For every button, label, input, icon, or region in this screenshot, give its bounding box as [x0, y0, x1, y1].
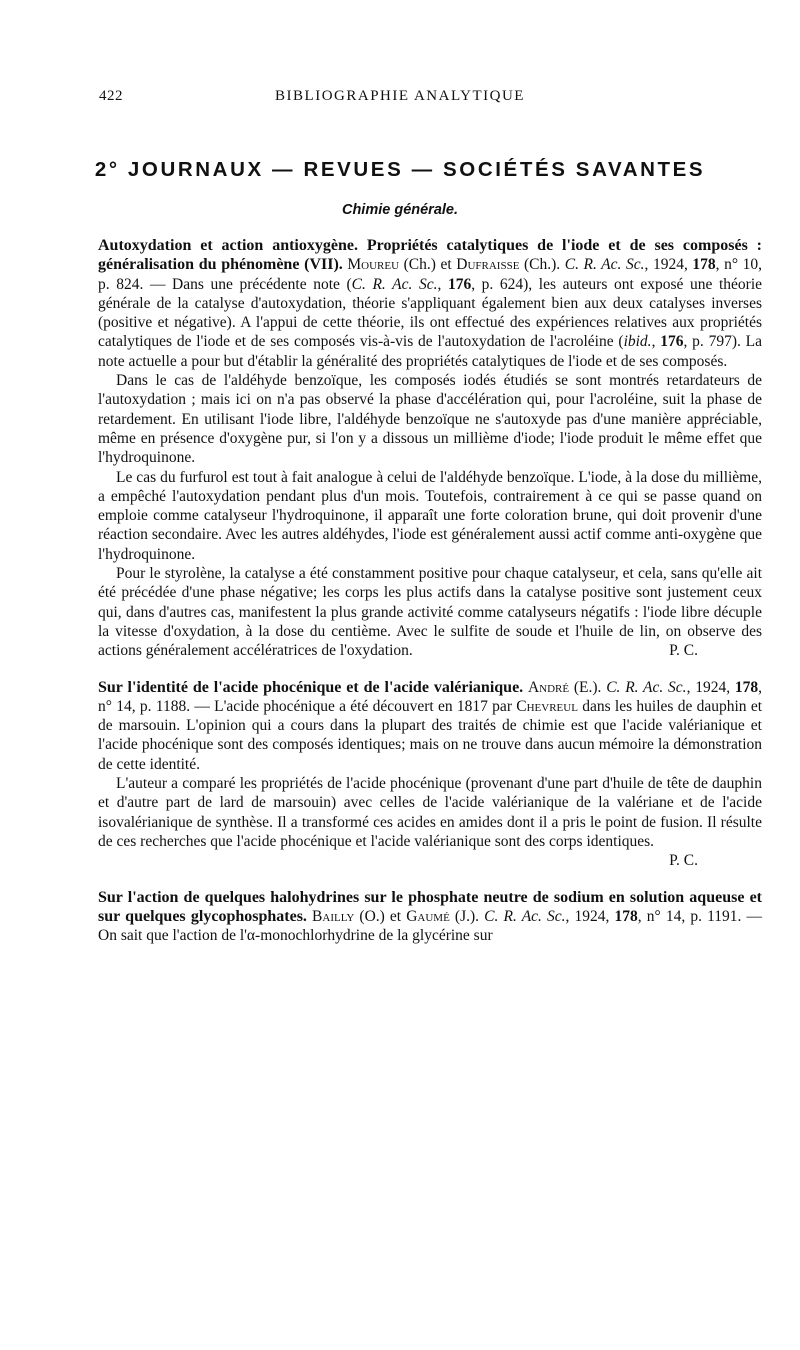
article-body: [98, 236, 762, 962]
paragraph-text: — L'acide phocénique a été découvert en 1817 par: [190, 697, 517, 715]
paragraph-text: ,: [437, 275, 448, 293]
journal-citation: C. R. Ac. Sc.: [564, 256, 645, 274]
citation-year: , 1924,: [686, 678, 735, 696]
article-halohydrines: [98, 888, 762, 946]
citation-volume: 178: [734, 678, 759, 696]
article-autoxydation: [98, 236, 762, 661]
article-paragraph: [98, 564, 762, 660]
author-name: Gaumé: [406, 907, 450, 925]
page-header: [0, 88, 800, 110]
citation-year: , 1924,: [644, 256, 693, 274]
author-name: Dufraisse: [456, 256, 520, 274]
author-name: André: [527, 678, 570, 696]
paragraph-text: — Dans une précédente note (: [143, 275, 352, 293]
article-title: Autoxydation et action antioxygène. Propriétés catalytiques de l'iode et de ses composés : généralisation du phénomène (VII).: [98, 237, 762, 274]
signature: P. C.: [669, 852, 698, 870]
article-paragraph: [98, 888, 762, 946]
author-initial: (Ch.) et: [399, 256, 457, 274]
citation-year: , 1924,: [565, 907, 615, 925]
author-name: Moureu: [347, 256, 400, 274]
author-initial: (J.).: [449, 907, 485, 925]
running-title: BIBLIOGRAPHIE ANALYTIQUE: [275, 88, 525, 104]
paragraph-text: L'auteur a comparé les propriétés de l'acide phocénique (provenant d'une part d'huile de tête de dauphin et d'autre part de lard de marsouin) avec celles de l'acide valérianique de la valériane et de l'acide isovalérianique de synthèse. Il a transformé ces acides en amides dont il a pris le point de fusion. Il résulte de ces recherches que l'acide phocénique et l'acide valérianique sont des corps identiques.: [98, 775, 762, 850]
article-paragraph: [98, 236, 762, 371]
paragraph-text: ,: [651, 333, 661, 351]
ibid-citation: ibid.: [623, 333, 652, 351]
paragraph-text: — On sait que l'action de l'α-monochlorhydrine de la glycérine sur: [98, 907, 763, 945]
paragraph-text: Pour le styrolène, la catalyse a été constamment positive pour chaque catalyseur, et cela, sans qu'elle ait été précédée d'une phase négative; les corps les plus actifs dans la catalyse positive sont justement ceux qui, dans d'autres cas, manifestent la plus grande activité comme catalyseurs négatifs : l'iode libre décuple la vitesse d'oxydation, à la dose du centième. Avec le sulfite de soude et l'huile de lin, on observe des actions généralement accélératrices de l'oxydation.: [98, 565, 762, 660]
paragraph-text: , p. 797). La note actuelle a pour but d'établir la généralité des propriétés catalytiques de l'iode et de ses composés.: [98, 333, 762, 370]
author-initial: (E.).: [569, 678, 607, 696]
citation-volume: 178: [692, 256, 716, 274]
author-name: Bailly: [312, 907, 355, 925]
section-title: 2° JOURNAUX — REVUES — SOCIÉTÉS SAVANTES: [94, 158, 706, 181]
citation-pages: , n° 14, p. 1188.: [98, 678, 762, 715]
person-name: Chevreul: [516, 697, 578, 715]
article-paragraph: [98, 774, 762, 870]
paragraph-text: dans les huiles de dauphin et de marsouin. L'opinion qui a cours dans la plupart des traités de chimie est que l'acide valérianique et l'acide phocénique sont des composés identiques; mais on ne trouve dans aucun mémoire la démonstration de cette identité.: [98, 697, 763, 773]
page-number: 422: [99, 88, 123, 104]
journal-citation: C. R. Ac. Sc.: [351, 275, 438, 293]
citation-volume: 176: [447, 275, 472, 293]
author-initial: (Ch.).: [519, 256, 565, 274]
citation-pages: , n° 14, p. 1191.: [637, 907, 742, 925]
signature: P. C.: [669, 642, 698, 660]
journal-citation: C. R. Ac. Sc.: [484, 907, 566, 925]
paragraph-text: , p. 624), les auteurs ont exposé une théorie générale de la catalyse d'autoxydation, théorie s'appliquant également bien aux deux catalyses inverses (positive et négative). A l'appui de cette théorie, ils ont effectué des expériences relatives aux propriétés catalytiques de l'iode et de ses composés vis-à-vis de l'autoxydation de l'acroléine (: [98, 275, 763, 351]
article-title: Sur l'action de quelques halohydrines sur le phosphate neutre de sodium en solution aqueuse et sur quelques glycophosphates.: [98, 888, 762, 925]
citation-volume: 176: [660, 333, 684, 351]
article-paragraph: Dans le cas de l'aldéhyde benzoïque, les composés iodés étudiés se sont montrés retardateurs de l'autoxydation ; mais ici on n'a pas observé la phase d'accélération qui, pour l'acroléine, suit la phase de retardement. En utilisant l'iode libre, l'aldéhyde benzoïque ne s'autoxyde pas d'une manière appréciable, même en présence d'oxygène pur, si l'on y a dissous un millième d'iode; l'iode produit le même effet que l'hydroquinone.: [98, 372, 762, 467]
article-phocenique: [98, 678, 762, 871]
article-paragraph: Le cas du furfurol est tout à fait analogue à celui de l'aldéhyde benzoïque. L'iode, à la dose du millième, a empêché l'autoxydation pendant plus d'un mois. Toutefois, contrairement à ce qui se passe quand on emploie comme catalyseur l'hydroquinone, il apparaît une forte coloration brune, qui doit provenir d'une réaction secondaire. Avec les autres aldéhydes, l'iode est généralement aussi actif comme anti-oxygène que l'hydroquinone.: [98, 468, 762, 563]
citation-volume: 178: [614, 907, 638, 925]
citation-pages: , n° 10, p. 824.: [98, 256, 763, 293]
journal-citation: C. R. Ac. Sc.: [606, 678, 687, 696]
article-title: Sur l'identité de l'acide phocénique et de l'acide valérianique.: [98, 678, 524, 696]
subsection-title: Chimie générale.: [341, 202, 459, 218]
author-initial: (O.) et: [354, 907, 407, 925]
article-paragraph: [98, 678, 762, 774]
